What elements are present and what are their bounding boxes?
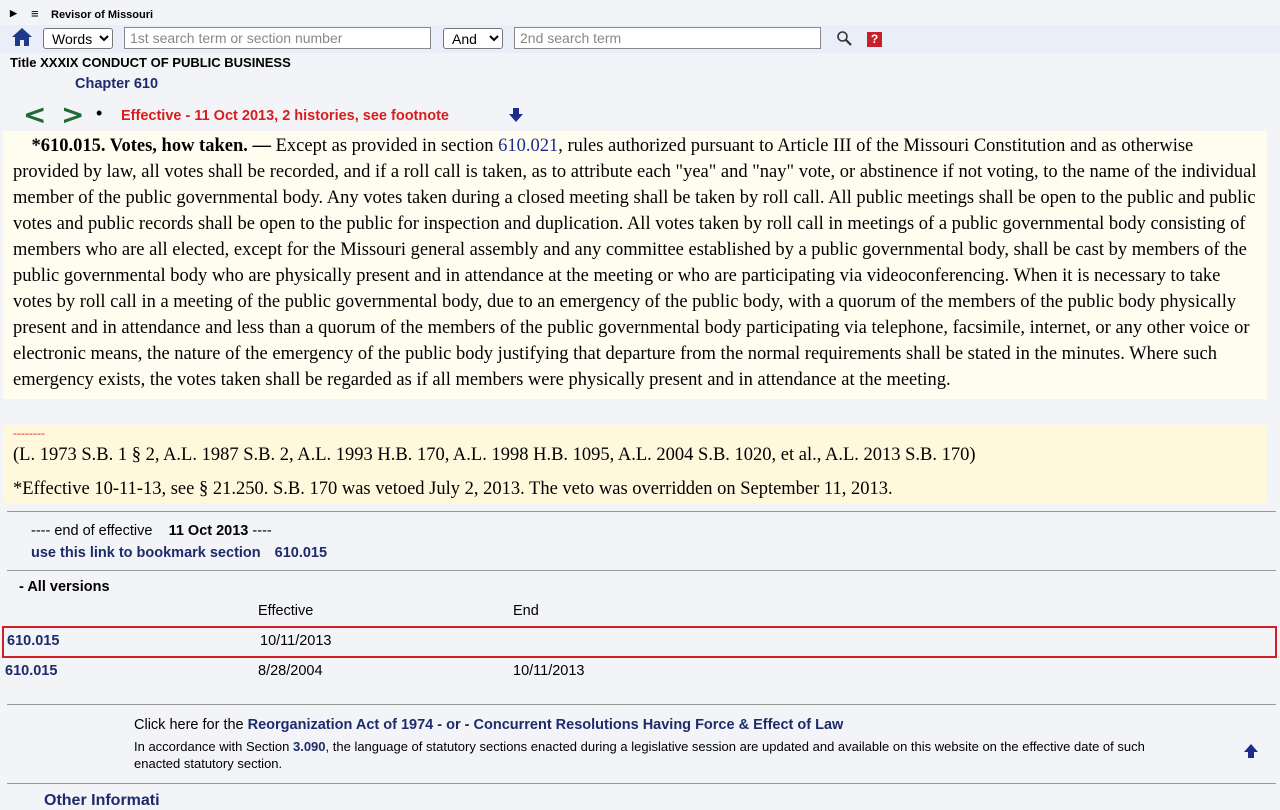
version-effective-date: 10/11/2013 bbox=[260, 633, 332, 649]
chapter-link[interactable]: Chapter 610 bbox=[75, 76, 159, 92]
other-information-heading: Other Informati bbox=[44, 792, 160, 809]
all-versions-heading: - All versions bbox=[19, 579, 110, 595]
bullet-icon: • bbox=[96, 103, 103, 123]
prev-section-button[interactable]: < bbox=[23, 98, 47, 131]
version-section-link[interactable]: 610.015 bbox=[7, 633, 60, 649]
end-of-effective bbox=[31, 523, 272, 539]
end-effective-date: 11 Oct 2013 bbox=[168, 523, 249, 539]
concurrent-resolutions-link[interactable]: Concurrent Resolutions Having Force & Effect of Law bbox=[473, 717, 844, 733]
search-term-1-input[interactable] bbox=[124, 27, 431, 49]
expand-triangle-icon[interactable]: ▶ bbox=[10, 8, 17, 18]
page-title: Title XXXIX CONDUCT OF PUBLIC BUSINESS bbox=[10, 55, 291, 70]
search-icon[interactable] bbox=[836, 30, 852, 46]
footnote-separator: -------- bbox=[13, 426, 45, 440]
section-nav bbox=[0, 98, 1280, 131]
search-mode-select[interactable] bbox=[43, 28, 113, 49]
end-effective-suffix: ---- bbox=[252, 523, 272, 539]
home-icon[interactable] bbox=[11, 26, 33, 48]
version-row-current bbox=[2, 626, 1277, 658]
history-note: (L. 1973 S.B. 1 § 2, A.L. 1987 S.B. 2, A.L. 1993 H.B. 170, A.L. 1998 H.B. 1095, A.L. 2004 S.B. 1020, et al., A.L. 2013 S.B. 170) bbox=[13, 445, 976, 465]
bookmark-section[interactable]: 610.015 bbox=[274, 545, 328, 561]
section-heading: *610.015. Votes, how taken. — bbox=[31, 136, 271, 156]
search-term-2-input[interactable] bbox=[514, 27, 821, 49]
reorganization-act-link[interactable]: Reorganization Act of 1974 bbox=[247, 717, 434, 733]
search-operator-select[interactable] bbox=[443, 28, 503, 49]
divider bbox=[7, 783, 1276, 784]
top-bar bbox=[0, 8, 1280, 26]
column-header-effective: Effective bbox=[258, 603, 314, 619]
accordance-note bbox=[134, 738, 1174, 772]
effective-date-link[interactable]: Effective - 11 Oct 2013, 2 histories, see footnote bbox=[121, 108, 449, 124]
statute-text bbox=[3, 131, 1267, 399]
version-effective-date: 8/28/2004 bbox=[258, 663, 323, 679]
statute-body: , rules authorized pursuant to Article III of the Missouri Constitution and as otherwise provided by law, all votes shall be recorded, and if a roll call is taken, as to attribute each "yea" and "nay" vote, or abstinence if not voting, to the name of the individual member of the public governmental body. Any votes taken during a closed meeting shall be taken by roll call. All public meetings shall be open to the public and public votes and public records shall be open to the public for inspection and duplication. All votes taken by roll call in meetings of a public governmental body consisting of members who are all elected, except for the Missouri general assembly and any committee established by a public governmental body, shall be cast by members of the public governmental body who are physically present and in attendance at the meeting or who are participating via videoconferencing. When it is necessary to take votes by roll call in a meeting of the public governmental body, due to an emergency of the public body, with a quorum of the members of the public body physically present and in attendance and less than a quorum of the members of the public governmental body participating via telephone, facsimile, internet, or any other voice or electronic means, the nature of the emergency of the public body justifying that departure from the normal requirements shall be stated in the minutes. Where such emergency exists, the votes taken shall be regarded as if all members were physically present and in attendance at the meeting. bbox=[13, 136, 1257, 390]
accordance-prefix: In accordance with Section bbox=[134, 739, 293, 754]
section-610-021-link[interactable]: 610.021 bbox=[498, 136, 559, 156]
search-bar bbox=[0, 25, 1280, 53]
version-row bbox=[0, 656, 1280, 686]
reorg-separator: - or - bbox=[433, 717, 474, 733]
bookmark-label[interactable]: use this link to bookmark section bbox=[31, 545, 261, 561]
column-header-end: End bbox=[513, 603, 539, 619]
bookmark-link[interactable] bbox=[31, 545, 327, 561]
arrow-down-icon[interactable] bbox=[508, 107, 524, 123]
statute-body-start: Except as provided in section bbox=[271, 136, 499, 156]
reorg-links bbox=[134, 717, 843, 733]
footnote-box bbox=[3, 425, 1267, 503]
divider bbox=[7, 704, 1276, 705]
site-name[interactable]: Revisor of Missouri bbox=[51, 9, 154, 21]
effective-footnote: *Effective 10-11-13, see § 21.250. S.B. 170 was vetoed July 2, 2013. The veto was overridden on September 11, 2013. bbox=[13, 479, 893, 499]
reorg-prefix: Click here for the bbox=[134, 717, 248, 733]
divider bbox=[7, 570, 1276, 571]
section-3-090-link[interactable]: 3.090 bbox=[292, 739, 326, 754]
next-section-button[interactable]: > bbox=[61, 98, 85, 131]
end-effective-prefix: ---- end of effective bbox=[31, 523, 153, 539]
divider bbox=[7, 511, 1276, 512]
accordance-suffix: , the language of statutory sections enacted during a legislative session are updated and available on this website on the effective date of such enacted statutory section. bbox=[134, 739, 1145, 771]
version-end-date: 10/11/2013 bbox=[513, 663, 585, 679]
help-icon[interactable]: ? bbox=[867, 32, 882, 47]
version-section-link[interactable]: 610.015 bbox=[5, 663, 58, 679]
arrow-up-icon[interactable] bbox=[1243, 743, 1259, 759]
menu-icon[interactable]: ≡ bbox=[31, 6, 39, 21]
